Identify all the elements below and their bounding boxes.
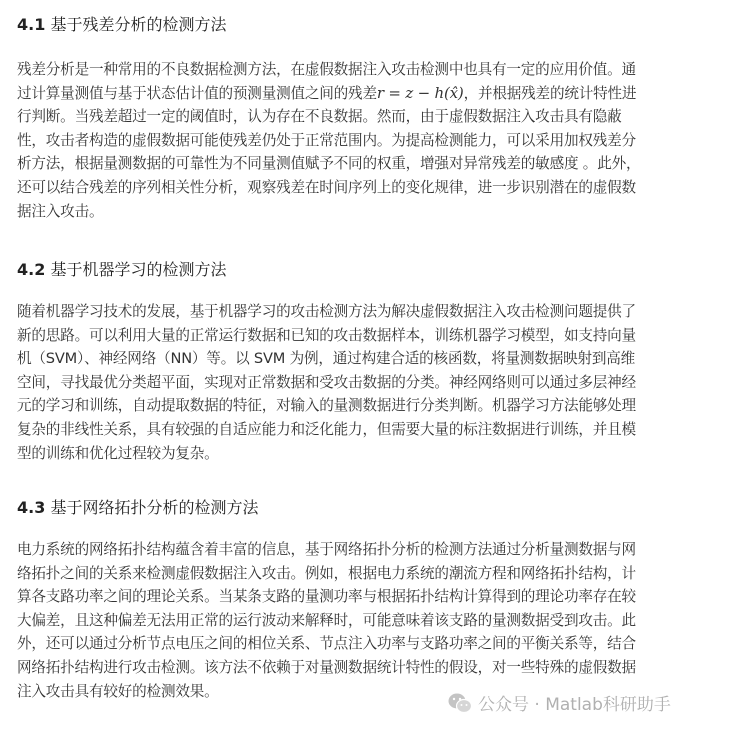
text-line: 网络拓扑结构进行攻击检测。该方法不依赖于对量测数据统计特性的假设，对一些特殊的虚假数据: [17, 658, 636, 676]
text-line: 随着机器学习技术的发展，基于机器学习的攻击检测方法为解决虚假数据注入攻击检测问题提供了: [17, 303, 636, 320]
text-line: 外，还可以通过分析节点电压之间的相位关系、节点注入功率与支路功率之间的平衡关系等，结合: [17, 635, 636, 653]
text-line: 络拓扑之间的关系来检测虚假数据注入攻击。例如，根据电力系统的潮流方程和网络拓扑结构，计: [17, 564, 636, 582]
paragraph-residual-analysis: [17, 58, 732, 223]
text-line: 电力系统的网络拓扑结构蕴含着丰富的信息，基于网络拓扑分析的检测方法通过分析量测数据与网: [17, 541, 636, 558]
text-line: 残差分析是一种常用的不良数据检测方法，在虚假数据注入攻击检测中也具有一定的应用价值。通: [17, 61, 636, 78]
text-span: 过计算量测值与基于状态估计值的预测量测值之间的残差: [17, 84, 377, 102]
text-line: 复杂的非线性关系，具有较强的自适应能力和泛化能力，但需要大量的标注数据进行训练，并且模: [17, 420, 636, 438]
wechat-icon: [448, 692, 472, 714]
section-title: 基于残差分析的检测方法: [50, 15, 227, 34]
text-line: 型的训练和优化过程较为复杂。: [17, 444, 219, 462]
text-span: ，并根据残差的统计特性进: [463, 84, 637, 102]
text-line: 算各支路功率之间的理论关系。当某条支路的量测功率与根据拓扑结构计算得到的理论功率存在较: [17, 588, 636, 606]
text-line: [17, 82, 732, 106]
section-heading-4-2: [17, 258, 226, 282]
section-number: 4.3: [17, 498, 46, 517]
text-line: 新的思路。可以利用大量的正常运行数据和已知的攻击数据样本，训练机器学习模型，如支持向量: [17, 326, 636, 344]
text-line: 机（SVM）、神经网络（NN）等。以 SVM 为例，通过构建合适的核函数，将量测数据映射到高维: [17, 350, 636, 368]
text-line: 据注入攻击。: [17, 202, 104, 220]
section-number: 4.1: [17, 15, 46, 34]
text-line: 还可以结合残差的序列相关性分析，观察残差在时间序列上的变化规律，进一步识别潜在的虚假数: [17, 178, 636, 196]
section-number: 4.2: [17, 260, 46, 279]
text-line: 空间，寻找最优分类超平面，实现对正常数据和受攻击数据的分类。神经网络则可以通过多层神经: [17, 373, 636, 391]
residual-formula: r = z − h(x̂): [376, 83, 464, 102]
text-line: 析方法，根据量测数据的可靠性为不同量测值赋予不同的权重，增强对异常残差的敏感度 。此外，: [17, 155, 641, 173]
watermark-text: 公众号 · Matlab科研助手: [478, 695, 671, 715]
section-title: 基于网络拓扑分析的检测方法: [50, 498, 259, 517]
text-line: 行判断。当残差超过一定的阈值时，认为存在不良数据。然而，由于虚假数据注入攻击具有隐蔽: [17, 108, 622, 126]
text-line: 注入攻击具有较好的检测效果。: [17, 682, 219, 700]
paragraph-network-topology: [17, 538, 732, 703]
paragraph-machine-learning: [17, 300, 732, 465]
text-line: 大偏差，且这种偏差无法用正常的运行波动来解释时，可能意味着该支路的量测数据受到攻击。此: [17, 611, 636, 629]
section-heading-4-3: [17, 496, 258, 520]
text-line: 性，攻击者构造的虚假数据可能使残差仍处于正常范围内。为提高检测能力，可以采用加权残差分: [17, 131, 636, 149]
text-line: 元的学习和训练，自动提取数据的特征，对输入的量测数据进行分类判断。机器学习方法能够处理: [17, 397, 636, 415]
watermark: [448, 690, 671, 715]
section-title: 基于机器学习的检测方法: [50, 260, 227, 279]
section-heading-4-1: [17, 13, 226, 37]
